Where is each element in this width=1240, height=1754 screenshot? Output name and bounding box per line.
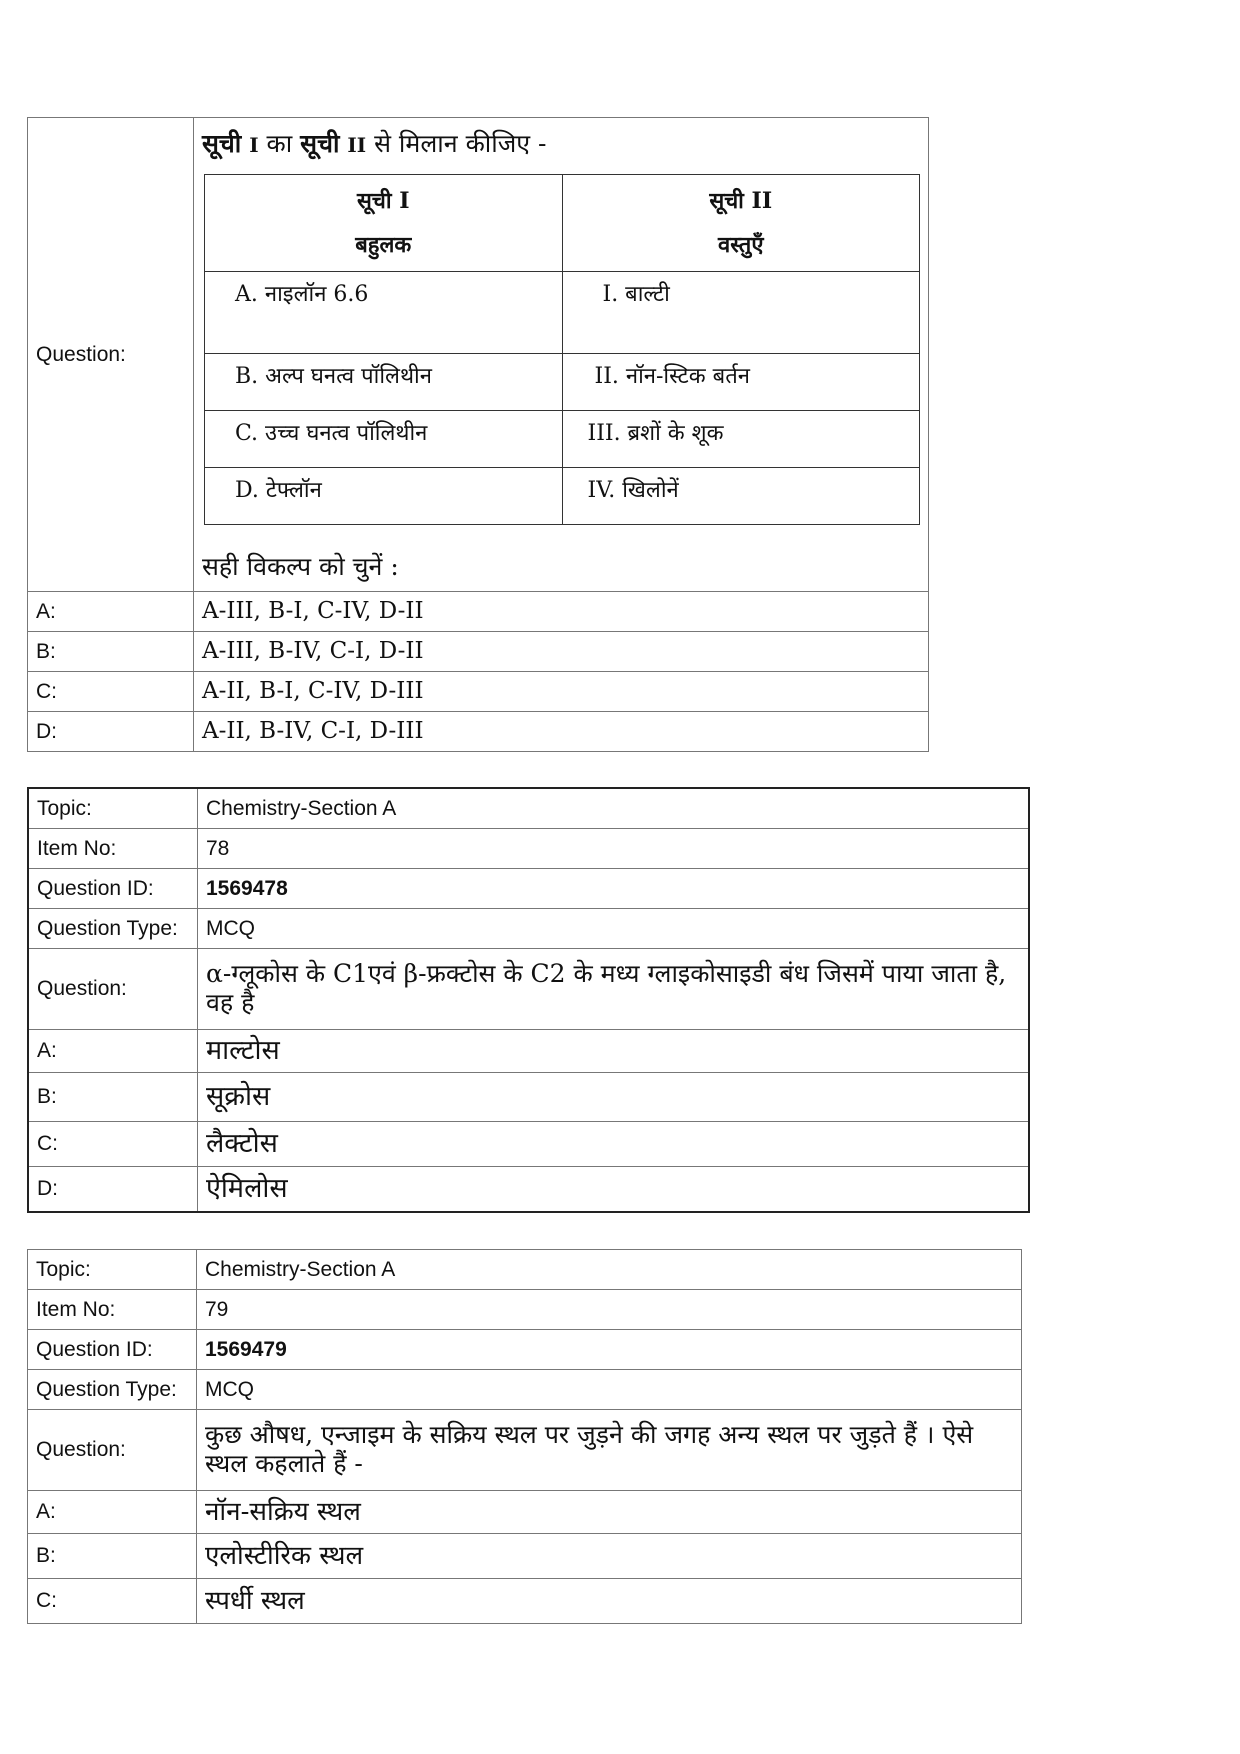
question-id-cell: [198, 869, 1030, 909]
option-row: [28, 712, 929, 752]
option-text: A-III, B-IV, C-I, D-II: [194, 632, 929, 672]
item-row: [28, 1290, 1022, 1330]
option-label: B:: [28, 1073, 198, 1122]
option-text: ऐमिलोस: [198, 1167, 1030, 1213]
option-row: [28, 1122, 1029, 1167]
match-right: II. नॉन-स्टिक बर्तन: [562, 354, 920, 411]
option-text: A-II, B-IV, C-I, D-III: [194, 712, 929, 752]
match-left: D. टेफ्लॉन: [205, 468, 563, 525]
list2-header: [562, 175, 920, 272]
match-left: A. नाइलॉन 6.6: [205, 272, 563, 354]
option-label: B:: [28, 632, 194, 672]
option-label: D:: [28, 1167, 198, 1213]
type-row: [28, 1370, 1022, 1410]
item-value: 78: [198, 829, 1030, 869]
question-row: [28, 949, 1029, 1030]
type-row: [28, 909, 1029, 949]
option-label: A:: [28, 1030, 198, 1073]
option-row: [28, 1167, 1029, 1213]
match-left: B. अल्प घनत्व पॉलिथीन: [205, 354, 563, 411]
option-label: A:: [28, 592, 194, 632]
question-label: Question:: [28, 949, 198, 1030]
topic-value: Chemistry-Section A: [198, 788, 1030, 829]
item-value: 79: [197, 1290, 1022, 1330]
option-row: [28, 1534, 1022, 1579]
item-row: [28, 829, 1029, 869]
match-right: III. ब्रशों के शूक: [562, 411, 920, 468]
item-label: Item No:: [28, 1290, 197, 1330]
match-row: [205, 272, 920, 354]
option-label: A:: [28, 1491, 197, 1534]
title-word2: सूची: [300, 129, 340, 158]
option-row: [28, 672, 929, 712]
id-row: [28, 1330, 1022, 1370]
question-row: [28, 1410, 1022, 1491]
option-label: C:: [28, 1579, 197, 1624]
title-num1: I: [249, 133, 259, 157]
topic-row: [28, 788, 1029, 829]
match-right: IV. खिलोनें: [562, 468, 920, 525]
question-type-value: MCQ: [198, 909, 1030, 949]
list1-title: सूची I: [357, 188, 410, 214]
option-label: C:: [28, 672, 194, 712]
question-block-78: [27, 787, 1030, 1213]
match-title: [202, 118, 920, 174]
list2-subtitle: वस्तुएँ: [718, 232, 764, 258]
id-row: [28, 869, 1029, 909]
question-text: α-ग्लूकोस के C1एवं β-फ्रक्टोस के C2 के मध्य ग्लाइकोसाइडी बंध जिसमें पाया जाता है, वह है: [198, 949, 1030, 1030]
question-id-value: 1569478: [206, 876, 288, 900]
match-row: [205, 411, 920, 468]
question-content: [194, 118, 929, 592]
item-label: Item No:: [28, 829, 198, 869]
option-text: सूक्रोस: [198, 1073, 1030, 1122]
match-right: I. बाल्टी: [562, 272, 920, 354]
match-table: [204, 174, 920, 525]
title-rest: से मिलान कीजिए -: [374, 129, 547, 158]
question-id-cell: [197, 1330, 1022, 1370]
list1-subtitle: बहुलक: [355, 232, 412, 258]
list2-title: सूची II: [709, 188, 773, 214]
option-row: [28, 1073, 1029, 1122]
question-label: Question:: [28, 1410, 197, 1491]
title-word1: सूची: [202, 129, 242, 158]
option-row: [28, 1491, 1022, 1534]
question-block-77: [27, 117, 929, 752]
question-label: Question:: [28, 118, 194, 592]
option-row: [28, 632, 929, 672]
question-id-value: 1569479: [205, 1337, 287, 1361]
topic-label: Topic:: [28, 1250, 197, 1290]
topic-label: Topic:: [28, 788, 198, 829]
choose-instruction: सही विकल्प को चुनें :: [202, 552, 399, 581]
option-text: A-III, B-I, C-IV, D-II: [194, 592, 929, 632]
topic-row: [28, 1250, 1022, 1290]
option-label: D:: [28, 712, 194, 752]
question-id-label: Question ID:: [28, 1330, 197, 1370]
match-row: [205, 468, 920, 525]
question-type-label: Question Type:: [28, 909, 198, 949]
question-block-79: [27, 1249, 1022, 1624]
title-num2: II: [347, 133, 367, 157]
title-ka: का: [266, 129, 293, 158]
option-text: स्पर्धी स्थल: [197, 1579, 1022, 1624]
option-label: C:: [28, 1122, 198, 1167]
question-type-value: MCQ: [197, 1370, 1022, 1410]
option-text: नॉन-सक्रिय स्थल: [197, 1491, 1022, 1534]
option-row: [28, 1579, 1022, 1624]
question-id-label: Question ID:: [28, 869, 198, 909]
option-text: लैक्टोस: [198, 1122, 1030, 1167]
match-header-row: [205, 175, 920, 272]
option-text: A-II, B-I, C-IV, D-III: [194, 672, 929, 712]
question-row: [28, 118, 929, 592]
option-text: एलोस्टीरिक स्थल: [197, 1534, 1022, 1579]
question-text: कुछ औषध, एन्जाइम के सक्रिय स्थल पर जुड़ने की जगह अन्य स्थल पर जुड़ते हैं । ऐसे स्थल कहलाते हैं -: [197, 1410, 1022, 1491]
match-row: [205, 354, 920, 411]
option-row: [28, 1030, 1029, 1073]
option-label: B:: [28, 1534, 197, 1579]
topic-value: Chemistry-Section A: [197, 1250, 1022, 1290]
match-left: C. उच्च घनत्व पॉलिथीन: [205, 411, 563, 468]
list1-header: [205, 175, 563, 272]
option-text: माल्टोस: [198, 1030, 1030, 1073]
option-row: [28, 592, 929, 632]
question-type-label: Question Type:: [28, 1370, 197, 1410]
